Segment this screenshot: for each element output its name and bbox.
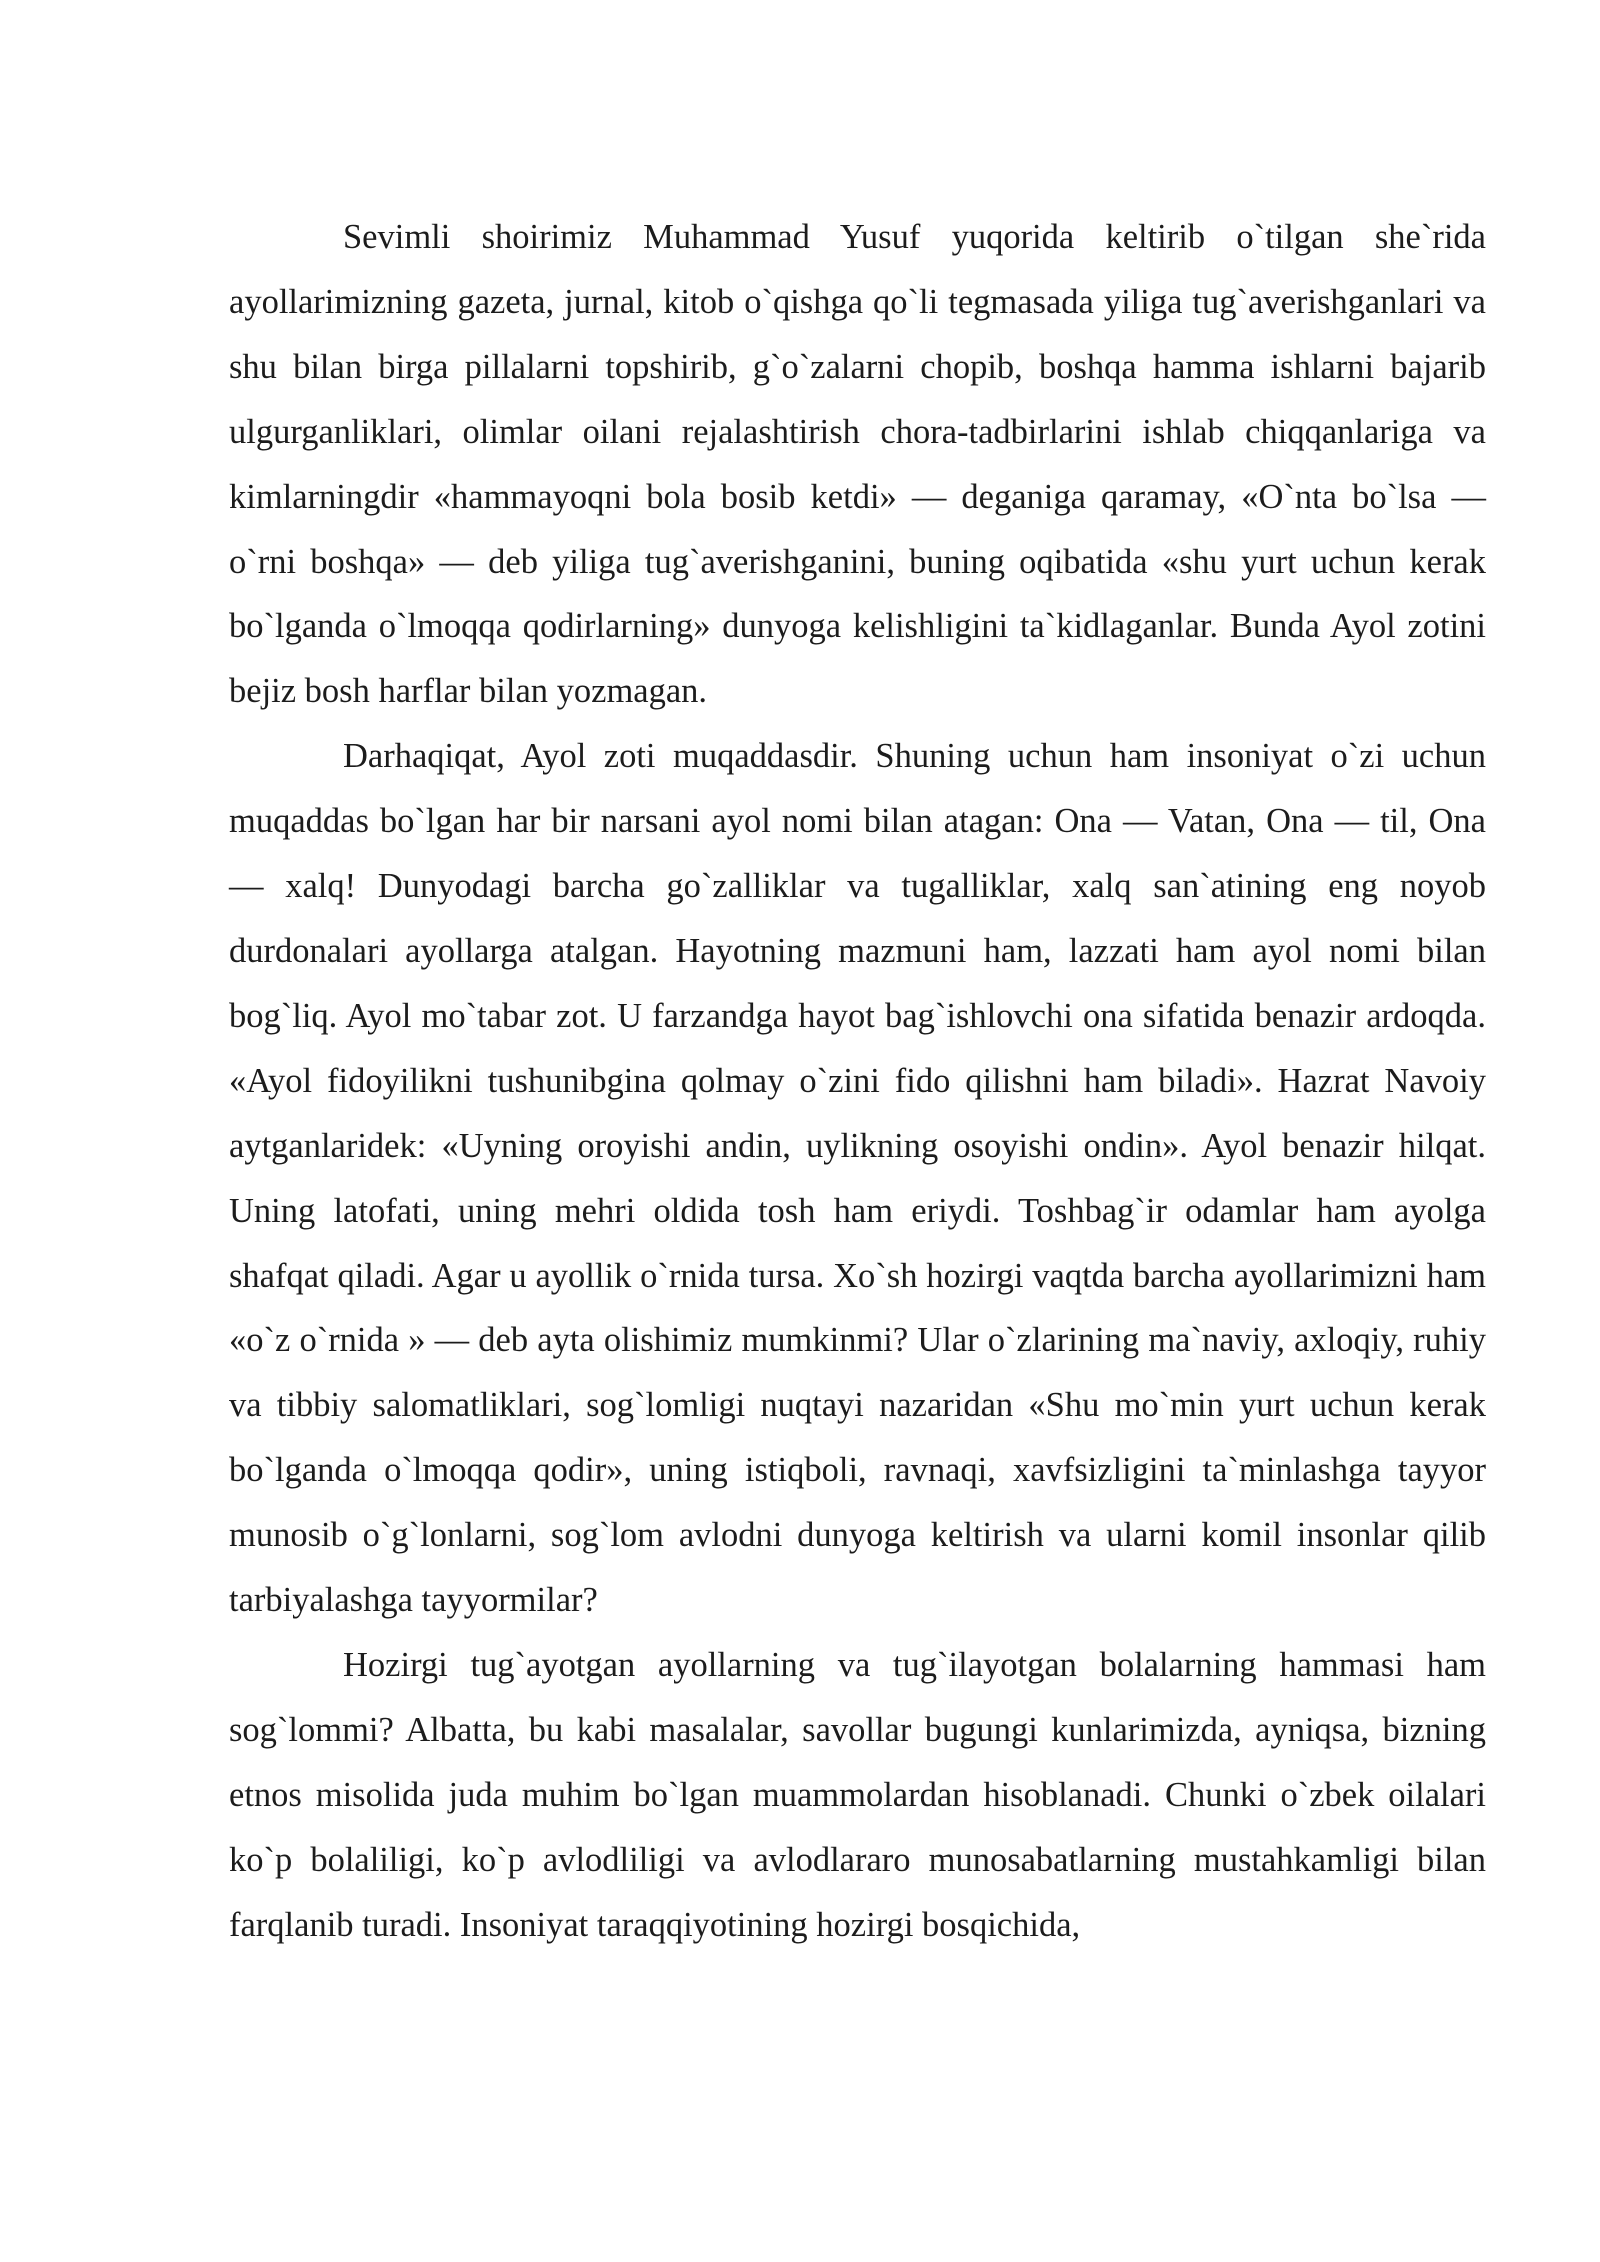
document-body (229, 205, 1486, 1957)
paragraph-2: Darhaqiqat, Ayol zoti muqaddasdir. Shuning uchun ham insoniyat o`zi uchun muqaddas bo`lgan har bir narsani ayol nomi bilan atagan: Ona — Vatan, Ona — til, Ona — xalq! Dunyodagi barcha go`zalliklar va tugalliklar, xalq san`atining eng noyob durdonalari ayollarga atalgan. Hayotning mazmuni ham, lazzati ham ayol nomi bilan bog`liq. Ayol mo`tabar zot. U farzandga hayot bag`ishlovchi ona sifatida benazir ardoqda. «Ayol fidoyilikni tushunibgina qolmay o`zini fido qilishni ham biladi». Hazrat Navoiy aytganlaridek: «Uyning oroyishi andin, uylikning osoyishi ondin». Ayol benazir hilqat. Uning latofati, uning mehri oldida tosh ham eriydi. Toshbag`ir odamlar ham ayolga shafqat qiladi. Agar u ayollik o`rnida tursa. Xo`sh hozirgi vaqtda barcha ayollarimizni ham «o`z o`rnida » — deb ayta olishimiz mumkinmi? Ular o`zlarining ma`naviy, axloqiy, ruhiy va tibbiy salomatliklari, sog`lomligi nuqtayi nazaridan «Shu mo`min yurt uchun kerak bo`lganda o`lmoqqa qodir», uning istiqboli, ravnaqi, xavfsizligini ta`minlashga tayyor munosib o`g`lonlarni, sog`lom avlodni dunyoga keltirish va ularni komil insonlar qilib tarbiyalashga tayyormilar? (229, 737, 1486, 1620)
paragraph-3: Hozirgi tug`ayotgan ayollarning va tug`ilayotgan bolalarning hammasi ham sog`lommi? Albatta, bu kabi masalalar, savollar bugungi kunlarimizda, ayniqsa, bizning etnos misolida juda muhim bo`lgan muammolardan hisoblanadi. Chunki o`zbek oilalari ko`p bolaliligi, ko`p avlodliligi va avlodlararo munosabatlarning mustahkamligi bilan farqlanib turadi. Insoniyat taraqqiyotining hozirgi bosqichida, (229, 1645, 1486, 1944)
paragraph-1: Sevimli shoirimiz Muhammad Yusuf yuqorida keltirib o`tilgan she`rida ayollarimizning gazeta, jurnal, kitob o`qishga qo`li tegmasada yiliga tug`averishganlari va shu bilan birga pillalarni topshirib, g`o`zalarni chopib, boshqa hamma ishlarni bajarib ulgurganliklari, olimlar oilani rejalashtirish chora-tadbirlarini ishlab chiqqanlariga va kimlarningdir «hammayoqni bola bosib ketdi» — deganiga qaramay, «O`nta bo`lsa — o`rni boshqa» — deb yiliga tug`averishganini, buning oqibatida «shu yurt uchun kerak bo`lganda o`lmoqqa qodirlarning» dunyoga kelishligini ta`kidlaganlar. Bunda Ayol zotini bejiz bosh harflar bilan yozmagan. (229, 218, 1486, 711)
